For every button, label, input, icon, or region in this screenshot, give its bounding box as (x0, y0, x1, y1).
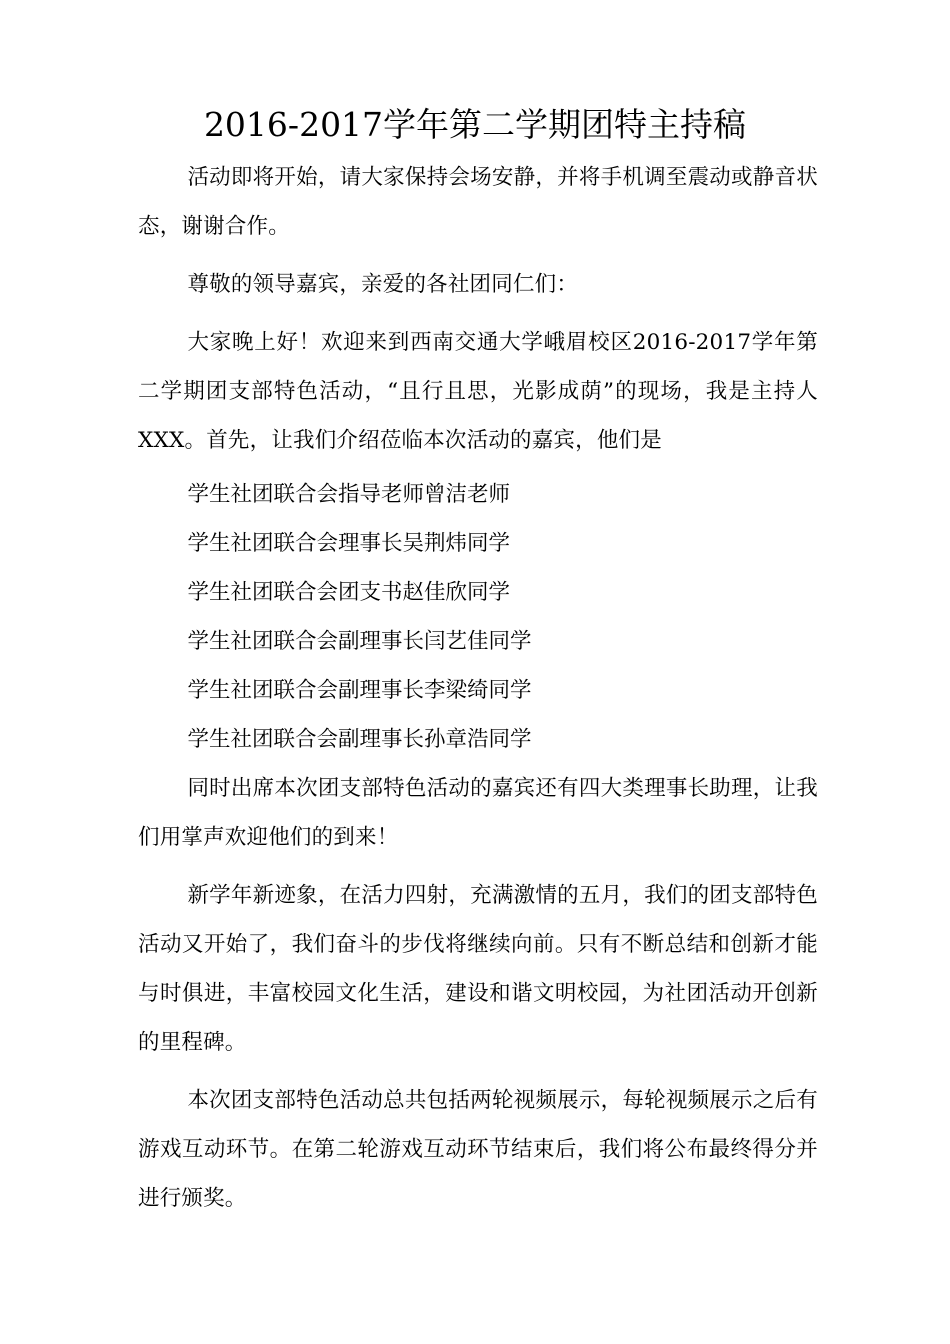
greeting-paragraph: 尊敬的领导嘉宾，亲爱的各社团同仁们： (187, 272, 579, 297)
guest-item: 学生社团联合会团支书赵佳欣同学 (187, 580, 510, 605)
guest-item: 学生社团联合会指导老师曾洁老师 (187, 482, 510, 507)
paragraph-spacer (138, 309, 818, 318)
guest-item: 学生社团联合会副理事长李梁绮同学 (187, 678, 532, 703)
new-semester-paragraph: 新学年新迹象，在活力四射，充满激情的五月，我们的团支部特色活动又开始了，我们奋斗的步伐将继续向前。只有不断总结和创新才能与时俱进，丰富校园文化生活，建设和谐文明校园，为社团活动开创新的里程碑。 (138, 883, 818, 1055)
paragraph-spacer (138, 1067, 818, 1076)
page-title: 2016-2017学年第二学期团特主持稿 (203, 105, 747, 144)
notice-paragraph: 活动即将开始，请大家保持会场安静，并将手机调至震动或静音状态，谢谢合作。 (138, 165, 818, 239)
guest-item: 学生社团联合会理事长吴荆炜同学 (187, 531, 510, 556)
guest-list (138, 470, 818, 764)
assistants-paragraph: 同时出席本次团支部特色活动的嘉宾还有四大类理事长助理，让我们用掌声欢迎他们的到来！ (138, 776, 818, 850)
welcome-paragraph: 大家晚上好！欢迎来到西南交通大学峨眉校区2016-2017学年第二学期团支部特色活动，“且行且思，光影成荫”的现场，我是主持人XXX。首先，让我们介绍莅临本次活动的嘉宾，他们是 (138, 330, 818, 453)
paragraph-spacer (138, 862, 818, 871)
document-body (138, 153, 818, 1223)
paragraph-spacer (138, 251, 818, 260)
guest-item: 学生社团联合会副理事长孙章浩同学 (187, 727, 532, 752)
guest-item: 学生社团联合会副理事长闫艺佳同学 (187, 629, 532, 654)
activity-overview-paragraph: 本次团支部特色活动总共包括两轮视频展示，每轮视频展示之后有游戏互动环节。在第二轮游戏互动环节结束后，我们将公布最终得分并进行颁奖。 (138, 1088, 818, 1211)
